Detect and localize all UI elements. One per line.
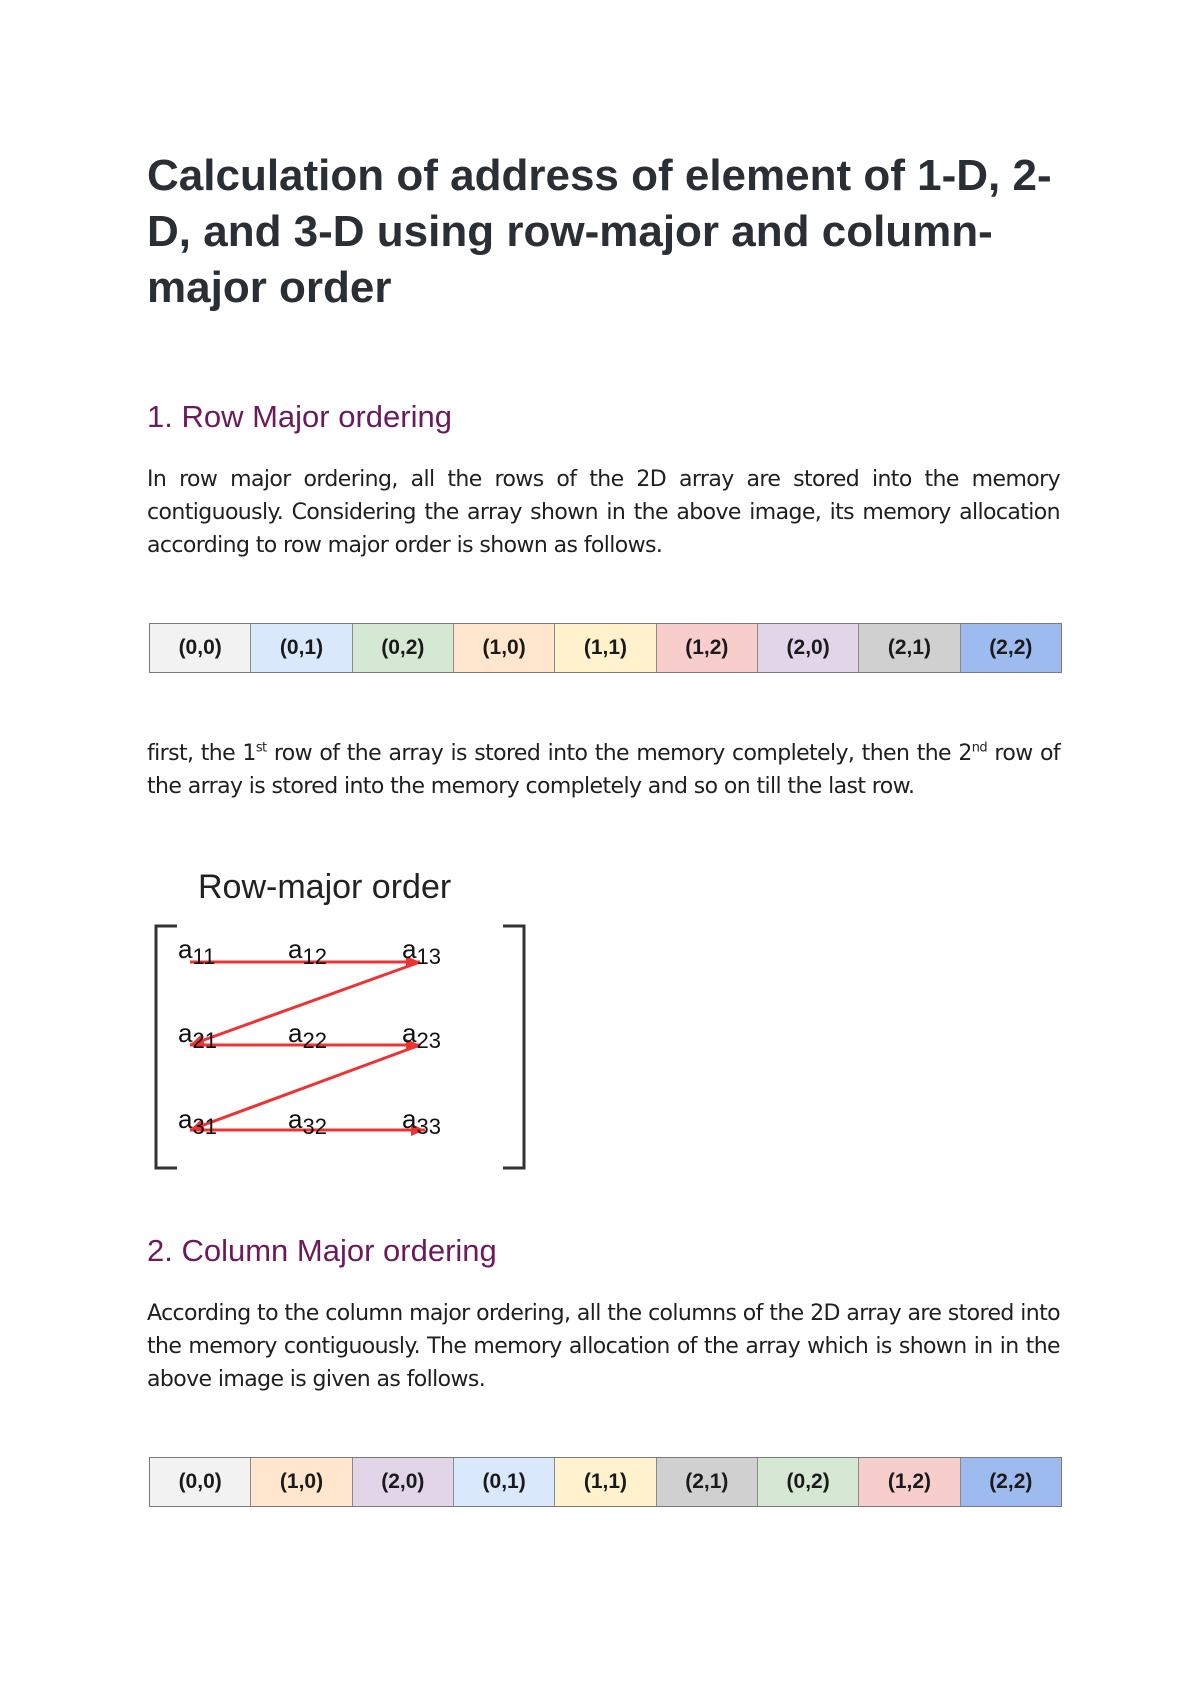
element-base: a [402, 1018, 417, 1048]
right-bracket [503, 926, 524, 1168]
element-subscript: 22 [302, 1028, 327, 1053]
memory-cell: (0,2) [353, 624, 454, 672]
matrix-element [288, 1018, 327, 1053]
row-major-memory-layout [149, 623, 1062, 673]
superscript: nd [971, 740, 988, 756]
memory-cell: (0,2) [758, 1458, 859, 1506]
element-subscript: 23 [416, 1028, 441, 1053]
element-subscript: 11 [192, 944, 216, 969]
element-base: a [402, 1104, 417, 1134]
memory-cell: (1,1) [555, 624, 656, 672]
matrix-element [178, 934, 216, 969]
diagram-title: Row-major order [198, 868, 452, 906]
row-major-explanation [147, 737, 1060, 803]
element-base: a [288, 1018, 303, 1048]
row-major-heading: 1. Row Major ordering [147, 399, 452, 434]
matrix-element [178, 1018, 217, 1053]
memory-cell: (1,0) [454, 624, 555, 672]
text-fragment: row of the array is stored into the memory completely and so on till the last row. [147, 741, 1060, 799]
memory-cell: (2,2) [961, 1458, 1061, 1506]
matrix-element [402, 1104, 441, 1139]
memory-cell: (0,1) [454, 1458, 555, 1506]
column-major-heading: 2. Column Major ordering [147, 1233, 497, 1268]
matrix-element [288, 1104, 327, 1139]
element-subscript: 33 [416, 1114, 441, 1139]
element-base: a [402, 934, 417, 964]
text-fragment: first, the 1 [147, 741, 256, 766]
element-base: a [288, 1104, 303, 1134]
column-major-description: According to the column major ordering, all the columns of the 2D array are stored into the memory contiguously. The memory allocation of the array which is shown in in the above image is given as follows. [147, 1301, 1060, 1392]
memory-cell: (1,2) [657, 624, 758, 672]
matrix-element [288, 934, 327, 969]
superscript: st [255, 740, 267, 756]
memory-cell: (1,1) [555, 1458, 656, 1506]
memory-cell: (0,0) [150, 1458, 251, 1506]
memory-cell: (2,0) [353, 1458, 454, 1506]
memory-cell: (2,0) [758, 624, 859, 672]
element-subscript: 31 [192, 1114, 217, 1139]
row-major-diagram [150, 868, 540, 1178]
element-base: a [178, 934, 193, 964]
matrix-element [402, 934, 441, 969]
element-base: a [178, 1104, 193, 1134]
element-subscript: 32 [302, 1114, 327, 1139]
row-major-description: In row major ordering, all the rows of the 2D array are stored into the memory contiguously. Considering the array shown in the above image, its memory allocation according to row major order is shown as follows. [147, 467, 1060, 558]
element-subscript: 13 [416, 944, 441, 969]
memory-cell: (0,1) [251, 624, 352, 672]
memory-cell: (2,1) [657, 1458, 758, 1506]
element-subscript: 21 [192, 1028, 217, 1053]
text-fragment: row of the array is stored into the memory completely, then the 2 [266, 741, 972, 766]
element-subscript: 12 [302, 944, 327, 969]
memory-cell: (2,2) [961, 624, 1061, 672]
memory-cell: (1,2) [859, 1458, 960, 1506]
element-base: a [288, 934, 303, 964]
matrix-element [178, 1104, 217, 1139]
memory-cell: (1,0) [251, 1458, 352, 1506]
matrix-element [402, 1018, 441, 1053]
element-base: a [178, 1018, 193, 1048]
page-title: Calculation of address of element of 1-D, 2-D, and 3-D using row-major and column-major order [147, 151, 1052, 312]
column-major-memory-layout [149, 1457, 1062, 1507]
memory-cell: (2,1) [859, 624, 960, 672]
memory-cell: (0,0) [150, 624, 251, 672]
left-bracket [156, 926, 177, 1168]
